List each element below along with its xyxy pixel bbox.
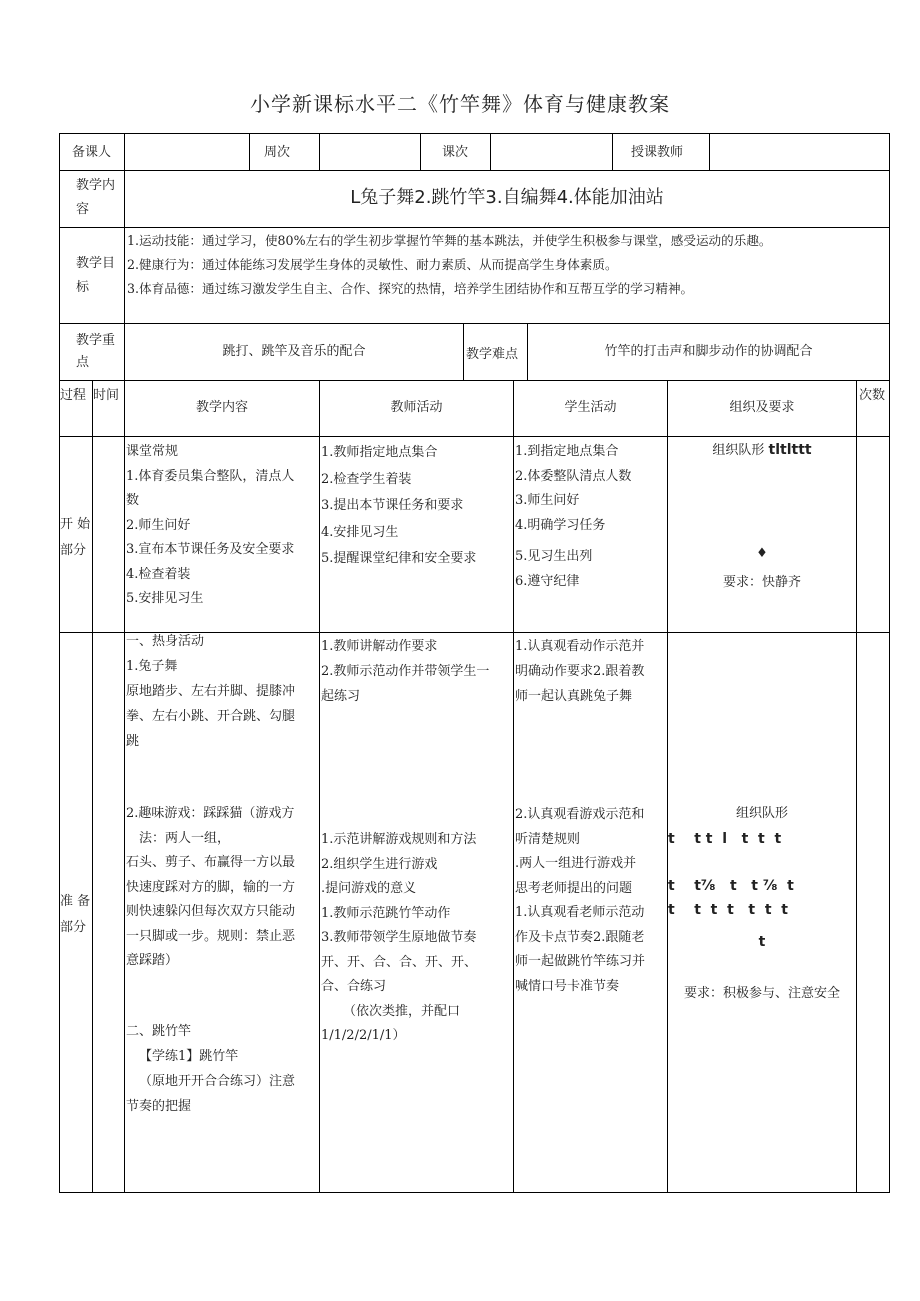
start-label-line2: 部分 <box>60 543 87 558</box>
prep-teacher-line: 2.组织学生进行游戏 <box>321 856 438 872</box>
objectives-label <box>76 252 115 300</box>
key-points-label-line2: 点 <box>76 355 90 370</box>
row-divider <box>59 436 890 437</box>
page-title: 小学新课标水平二《竹竿舞》体育与健康教案 <box>250 92 670 116</box>
row-divider <box>59 170 890 171</box>
start-student-line: 4.明确学习任务 <box>515 517 606 533</box>
prep-student-line: 思考老师提出的问题 <box>515 880 633 896</box>
start-student <box>515 440 631 594</box>
col-divider <box>420 133 421 171</box>
table-border-bottom <box>59 1192 890 1193</box>
start-student-line: 3.师生问好 <box>515 493 580 508</box>
prep-org-title: 组织队形 <box>735 806 788 821</box>
prep-content-line: 法：两人一组， <box>139 830 231 846</box>
prep-content-line: 石头、剪子、布赢得一方以最 <box>126 855 296 870</box>
objectives-list <box>127 229 772 301</box>
prep-student-line: 听清楚规则 <box>515 831 581 847</box>
start-content-line: 2.师生问好 <box>126 517 191 533</box>
prep-teacher-line: .提问游戏的意义 <box>321 881 417 896</box>
prep-content-line: （原地开开合合练习）注意 <box>139 1074 296 1089</box>
objectives-label-line2: 标 <box>76 280 90 295</box>
start-student-line: 5.见习生出列 <box>515 549 593 564</box>
prep-content-line: 跳 <box>126 734 140 749</box>
org-title: 组织队形 <box>712 443 765 458</box>
col-divider <box>92 380 93 1193</box>
col-divider <box>667 380 668 1193</box>
prep-formation-row: t t t l t t t <box>668 831 782 847</box>
row-divider <box>59 323 890 324</box>
prep-student-line: 2.认真观看游戏示范和 <box>515 807 645 822</box>
prep-student-warmup <box>515 634 644 709</box>
table-border-left <box>59 133 60 1193</box>
prep-teacher-line: 1.教师讲解动作要求 <box>321 639 438 654</box>
col-divider <box>319 380 320 1193</box>
start-content-line: 课堂常规 <box>126 444 179 459</box>
prep-teacher-line: 2.教师示范动作并带领学生一 <box>321 664 490 679</box>
prep-content-line: 【学练1】跳竹竿 <box>139 1049 239 1064</box>
prep-org-requirement: 要求：积极参与、注意安全 <box>683 986 840 1001</box>
prep-teacher-line: 3.教师带领学生原地做节奏 <box>321 930 477 945</box>
col-divider <box>124 380 125 1193</box>
prep-teacher-game <box>321 828 477 1049</box>
prep-teacher-line: 开、开、合、合、开、开、 <box>321 954 478 970</box>
col-header-content: 教学内容 <box>195 400 248 415</box>
prep-student-line: 1.认真观看动作示范并 <box>515 639 645 654</box>
prep-content-line: 拳、左右小跳、开合跳、勾腿 <box>126 709 296 724</box>
prep-student-line: 1.认真观看老师示范动 <box>515 905 645 920</box>
col-header-time: 时间 <box>93 388 120 403</box>
start-teacher-line: 1.教师指定地点集合 <box>321 445 438 460</box>
col-header-student: 学生活动 <box>564 400 617 415</box>
content-label-line2: 容 <box>76 202 90 217</box>
row-divider <box>59 227 890 228</box>
prep-formation-row: t t t t t t t <box>668 902 788 918</box>
diamond-marker-icon: ♦ <box>756 546 768 561</box>
prep-student-line: 喊情口号卡准节奏 <box>515 978 620 994</box>
prep-content-line: 意踩踏） <box>126 953 179 968</box>
objective-line: 3.体育品德：通过练习激发学生自主、合作、探究的热情，培养学生团结协作和互帮互学的学习精神。 <box>127 281 694 296</box>
table-border-right <box>889 133 890 1193</box>
key-points-label-line1: 教学重 <box>76 333 116 348</box>
col-divider <box>856 380 857 1193</box>
prep-label-line1: 准 备 <box>60 894 91 909</box>
start-label-line1: 开 始 <box>60 517 91 532</box>
start-teacher-line: 3.提出本节课任务和要求 <box>321 498 464 513</box>
prep-formation-row: t <box>758 934 766 950</box>
content-text: L兔子舞2.跳竹竿3.自编舞4.体能加油站 <box>350 187 664 208</box>
col-divider <box>249 133 250 171</box>
preparer-value[interactable] <box>125 134 249 170</box>
preparer-label: 备课人 <box>72 145 112 160</box>
prep-content-game <box>126 802 295 974</box>
key-points-text: 跳打、跳竿及音乐的配合 <box>222 344 366 359</box>
objective-line: 1.运动技能：通过学习，使80%左右的学生初步掌握竹竿舞的基本跳法，并使学生积极参与课堂，感受运动的乐趣。 <box>127 233 772 248</box>
start-section-label <box>60 512 90 564</box>
prep-student-line: 师一起做跳竹竿练习并 <box>515 954 646 969</box>
teacher-label: 授课教师 <box>631 145 684 160</box>
prep-content-line: 原地踏步、左右并脚、提膝冲 <box>126 684 296 699</box>
prep-content-warmup <box>126 629 295 754</box>
prep-teacher-line: 1.示范讲解游戏规则和方法 <box>321 832 477 847</box>
prep-student-line: 作及卡点节奏2.跟随老 <box>515 929 645 945</box>
start-student-line: 2.体委整队清点人数 <box>515 468 632 484</box>
start-teacher <box>321 440 476 573</box>
prep-student-line: .两人一组进行游戏并 <box>515 856 637 871</box>
prep-teacher-line: 1.教师示范跳竹竿动作 <box>321 905 451 921</box>
col-divider <box>463 323 464 381</box>
prep-student-game <box>515 803 645 999</box>
content-label <box>76 174 115 222</box>
teacher-value[interactable] <box>710 134 889 170</box>
key-points-label <box>76 330 115 374</box>
prep-formation-row: t t⅞ t t ⅞ t <box>668 878 794 894</box>
difficulty-text: 竹竿的打击声和脚步动作的协调配合 <box>604 344 813 359</box>
start-content-line: 3.宣布本节课任务及安全要求 <box>126 542 295 557</box>
prep-content-line: 一只脚或一步。规则：禁止恶 <box>126 928 296 944</box>
start-student-line: 1.到指定地点集合 <box>515 444 619 459</box>
week-value[interactable] <box>320 134 420 170</box>
prep-content-line: 则快速躲闪但每次双方只能动 <box>126 904 296 919</box>
objective-line: 2.健康行为：通过体能练习发展学生身体的灵敏性、耐力素质、从而提高学生身体素质。 <box>127 257 618 272</box>
formation-pattern: tltlttt <box>768 442 812 458</box>
start-teacher-line: 4.安排见习生 <box>321 524 399 540</box>
prep-teacher-line: 起练习 <box>321 689 361 704</box>
prep-section-label <box>60 889 90 941</box>
col-divider <box>513 380 514 1193</box>
prep-student-line: 师一起认真跳兔子舞 <box>515 689 633 704</box>
content-label-line1: 教学内 <box>76 178 116 193</box>
lesson-label: 课次 <box>442 145 469 160</box>
lesson-value[interactable] <box>491 134 612 170</box>
start-teacher-line: 2.检查学生着装 <box>321 471 412 487</box>
prep-content-line: 一、热身活动 <box>126 634 205 649</box>
week-label: 周次 <box>264 145 291 160</box>
prep-content-line: 节奏的把握 <box>126 1099 192 1114</box>
difficulty-label: 教学难点 <box>466 347 519 362</box>
start-org-requirement: 要求：快静齐 <box>722 575 801 590</box>
start-student-line: 6.遵守纪律 <box>515 573 580 589</box>
prep-content-line: 1.兔子舞 <box>126 659 178 674</box>
prep-teacher-line: 合、合练习 <box>321 979 387 994</box>
row-divider <box>59 380 890 381</box>
start-content-line: 1.体育委员集合整队，清点人 <box>126 468 295 484</box>
prep-content-bamboo <box>126 1019 295 1119</box>
start-content-line: 数 <box>126 493 140 508</box>
prep-teacher-warmup <box>321 634 489 709</box>
start-teacher-line: 5.提醒课堂纪律和安全要求 <box>321 551 477 566</box>
prep-content-line: 快速度踩对方的脚，输的一方 <box>126 879 296 895</box>
start-content-line: 5.安排见习生 <box>126 591 204 606</box>
start-content <box>126 440 294 612</box>
prep-label-line2: 部分 <box>60 920 87 935</box>
prep-teacher-line: （依次类推，并配口 <box>343 1003 461 1019</box>
col-header-count: 次数 <box>859 388 886 403</box>
prep-content-line: 2.趣味游戏：踩踩猫（游戏方 <box>126 806 295 821</box>
col-divider <box>612 133 613 171</box>
start-content-line: 4.检查着装 <box>126 566 191 582</box>
prep-content-line: 二、跳竹竿 <box>126 1024 192 1039</box>
objectives-label-line1: 教学目 <box>76 256 116 271</box>
prep-student-line: 明确动作要求2.跟着教 <box>515 664 645 679</box>
col-header-process: 过程 <box>60 388 87 403</box>
col-header-organization: 组织及要求 <box>729 400 795 415</box>
prep-teacher-line: 1/1/2/2/1/1） <box>321 1028 406 1043</box>
col-header-teacher: 教师活动 <box>390 400 443 415</box>
start-org-title <box>668 438 856 463</box>
